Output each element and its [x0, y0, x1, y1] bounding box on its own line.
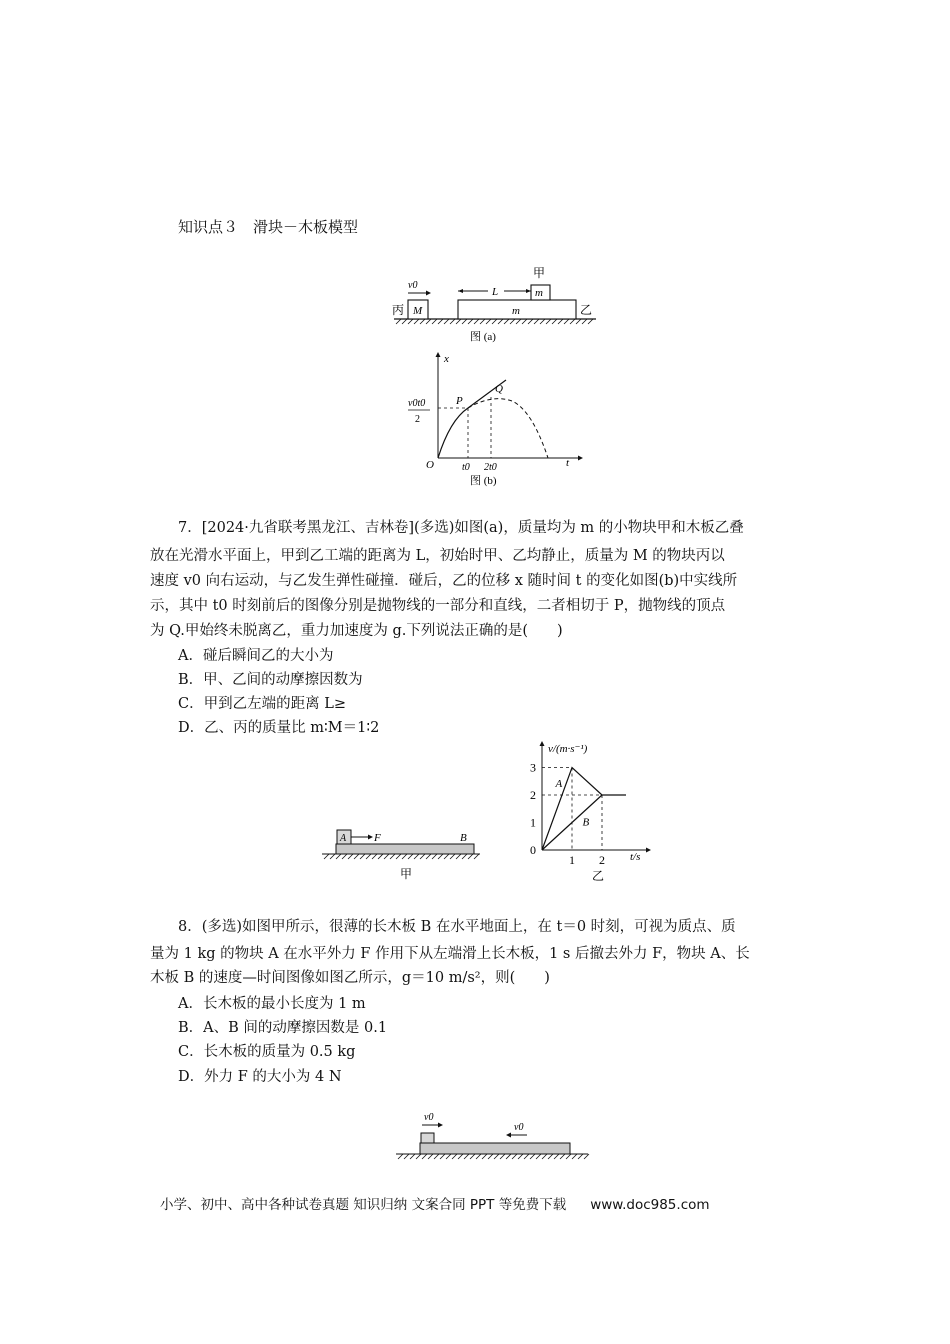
ground-hatch	[458, 1154, 463, 1159]
ground-hatch	[354, 854, 359, 859]
ground-hatch	[512, 1154, 517, 1159]
series-label-B: B	[582, 816, 590, 829]
ground-hatch	[422, 1154, 427, 1159]
y-tick-label: 1	[530, 815, 536, 830]
ground-hatch	[432, 319, 437, 324]
ground-hatch	[432, 854, 437, 859]
q7-line-4: 示，其中 t0 时刻前后的图像分别是抛物线的一部分和直线，二者相切于 P，抛物线的顶点	[150, 598, 726, 614]
ground-hatch	[528, 319, 533, 324]
ground-hatch	[546, 319, 551, 324]
ground-hatch	[548, 1154, 553, 1159]
ground-hatch	[480, 319, 485, 324]
ground-hatch	[408, 319, 413, 324]
ground-hatch	[416, 1154, 421, 1159]
ground-hatch	[500, 1154, 505, 1159]
caption-b: 图 (b)	[470, 475, 497, 487]
ground-hatch	[398, 1154, 403, 1159]
caption-a: 图 (a)	[470, 331, 496, 343]
q7-option-a: A．碰后瞬间乙的大小为	[178, 648, 334, 664]
ground-hatch	[470, 1154, 475, 1159]
q8-option-b: B．A、B 间的动摩擦因数是 0.1	[178, 1020, 388, 1036]
y-tick-label: 0	[530, 843, 536, 857]
ground-hatch	[462, 319, 467, 324]
ground-hatch	[554, 1154, 559, 1159]
label-yi: 乙	[580, 303, 593, 317]
ground-hatch	[552, 319, 557, 324]
ground-hatch	[366, 854, 371, 859]
ground-hatch	[452, 1154, 457, 1159]
ground-hatch	[522, 319, 527, 324]
figure-bottom	[392, 1106, 592, 1164]
ground-hatch	[482, 1154, 487, 1159]
q7-option-c: C．甲到乙左端的距离 L≥	[178, 696, 346, 712]
ground-hatch	[378, 854, 383, 859]
label-B: B	[460, 832, 467, 844]
y-axis-label: v/(m·s⁻¹)	[548, 743, 588, 755]
ground-hatch	[572, 1154, 577, 1159]
tick-t0: t0	[462, 462, 470, 473]
footer-text: 小学、初中、高中各种试卷真题 知识归纳 文案合同 PPT 等免费下载	[160, 1197, 567, 1213]
series-label-A: A	[555, 777, 563, 790]
ground-hatch	[420, 854, 425, 859]
tick-2t0: 2t0	[484, 462, 497, 473]
x-axis-arrow	[646, 848, 651, 853]
ground-hatch	[504, 319, 509, 324]
ground-hatch	[564, 319, 569, 324]
x-tick-label: 2	[599, 853, 605, 867]
ground-hatch	[510, 319, 515, 324]
ground-hatch	[542, 1154, 547, 1159]
ground-hatch	[506, 1154, 511, 1159]
ground-hatch	[414, 854, 419, 859]
ground-hatch	[450, 854, 455, 859]
ground-hatch	[530, 1154, 535, 1159]
ground-hatch	[486, 319, 491, 324]
ground-hatch	[524, 1154, 529, 1159]
ground-hatch	[576, 319, 581, 324]
ground-hatch	[428, 1154, 433, 1159]
ground-hatch	[330, 854, 335, 859]
ground-hatch	[456, 319, 461, 324]
ground-hatch	[404, 1154, 409, 1159]
ground-hatch	[468, 854, 473, 859]
ground-hatch	[438, 319, 443, 324]
ground-hatch	[570, 319, 575, 324]
ground-hatch	[336, 854, 341, 859]
x-tick-label: 1	[569, 853, 575, 867]
label-F: F	[374, 832, 381, 844]
q8-option-a: A．长木板的最小长度为 1 m	[178, 996, 366, 1012]
ground-hatch	[372, 854, 377, 859]
label-m-board: m	[512, 305, 520, 317]
ground-hatch	[444, 854, 449, 859]
ground-hatch	[324, 854, 329, 859]
ground-hatch	[446, 1154, 451, 1159]
label-M: M	[413, 305, 423, 317]
ground-hatch	[426, 854, 431, 859]
ground-hatch	[516, 319, 521, 324]
ground-hatch	[476, 1154, 481, 1159]
y-axis-arrow	[540, 741, 545, 746]
ground-hatch	[462, 854, 467, 859]
ground-hatch	[498, 319, 503, 324]
ground-hatch	[444, 319, 449, 324]
point-Q: Q	[495, 383, 503, 395]
figure-jia	[318, 822, 483, 884]
ground-hatch	[396, 319, 401, 324]
ground-hatch	[348, 854, 353, 859]
label-v0-left: v0	[424, 1112, 434, 1123]
label-L: L	[492, 286, 499, 298]
ground-hatch	[420, 319, 425, 324]
caption-jia: 甲	[400, 867, 413, 881]
ground-hatch	[414, 319, 419, 324]
q8-option-d: D．外力 F 的大小为 4 N	[178, 1069, 342, 1085]
q7-line-1: 7．[2024·九省联考黑龙江、吉林卷](多选)如图(a)，质量均为 m 的小物块甲和木板乙叠	[178, 520, 744, 536]
section-title: 知识点３ 滑块－木板模型	[178, 218, 359, 236]
label-jia: 甲	[533, 266, 546, 280]
ground-hatch	[474, 319, 479, 324]
label-v0: v0	[408, 280, 418, 291]
ground-hatch	[396, 854, 401, 859]
ground-hatch	[494, 1154, 499, 1159]
ground-hatch	[492, 319, 497, 324]
ground-hatch	[360, 854, 365, 859]
ground-hatch	[384, 854, 389, 859]
figure-yi-chart	[520, 740, 680, 886]
ground-hatch	[438, 854, 443, 859]
ground-hatch	[464, 1154, 469, 1159]
ytick-den: 2	[415, 414, 420, 425]
ytick-num: v0t0	[408, 398, 426, 409]
origin-O: O	[426, 459, 434, 471]
x-axis-label: t/s	[630, 851, 641, 863]
ground-hatch	[474, 854, 479, 859]
label-A: A	[340, 833, 347, 844]
ground-hatch	[566, 1154, 571, 1159]
ground-hatch	[434, 1154, 439, 1159]
ground-hatch	[408, 854, 413, 859]
ground-hatch	[488, 1154, 493, 1159]
ground-hatch	[468, 319, 473, 324]
ground-hatch	[582, 319, 587, 324]
label-m-block: m	[535, 287, 543, 299]
footer-url[interactable]: www.doc985.com	[590, 1197, 710, 1213]
label-v0-right: v0	[514, 1122, 524, 1133]
q7-option-b: B．甲、乙间的动摩擦因数为	[178, 672, 363, 688]
curve-dashed	[468, 399, 548, 458]
q8-line-2: 量为 1 kg 的物块 A 在水平外力 F 作用下从左端滑上长木板，1 s 后撤去外力 F，物块 A、长	[150, 946, 750, 962]
q7-line-3: 速度 v0 向右运动，与乙发生弹性碰撞．碰后，乙的位移 x 随时间 t 的变化如图(b)中实线所	[150, 573, 738, 589]
ground-hatch	[410, 1154, 415, 1159]
ground-hatch	[390, 854, 395, 859]
ground-hatch	[558, 319, 563, 324]
q7-line-2: 放在光滑水平面上，甲到乙工端的距离为 L，初始时甲、乙均静止，质量为 M 的物块丙以	[150, 548, 725, 564]
footer	[160, 1193, 710, 1213]
point-P: P	[456, 395, 463, 407]
ground-hatch	[534, 319, 539, 324]
figure-a	[388, 262, 598, 346]
ground-hatch	[450, 319, 455, 324]
ground-hatch	[540, 319, 545, 324]
ground-hatch	[402, 854, 407, 859]
y-tick-label: 2	[530, 788, 536, 802]
figure-b	[400, 350, 585, 492]
ground-hatch	[578, 1154, 583, 1159]
axis-x: x	[444, 353, 449, 365]
q8-line-1: 8．(多选)如图甲所示，很薄的长木板 B 在水平地面上，在 t＝0 时刻，可视为质点、质	[178, 919, 736, 935]
ground-hatch	[536, 1154, 541, 1159]
axis-t: t	[566, 457, 570, 469]
ground-hatch	[518, 1154, 523, 1159]
ground-hatch	[560, 1154, 565, 1159]
q8-option-c: C．长木板的质量为 0.5 kg	[178, 1044, 356, 1060]
ground-hatch	[456, 854, 461, 859]
q7-line-5: 为 Q.甲始终未脱离乙，重力加速度为 g.下列说法正确的是( )	[150, 623, 563, 639]
caption-yi: 乙	[592, 869, 605, 883]
ground-hatch	[342, 854, 347, 859]
label-bing: 丙	[392, 303, 405, 317]
q7-option-d: D．乙、丙的质量比 m∶M＝1∶2	[178, 720, 380, 736]
ground-hatch	[588, 319, 593, 324]
ground-hatch	[584, 1154, 589, 1159]
y-tick-label: 3	[530, 760, 536, 775]
q8-line-3: 木板 B 的速度—时间图像如图乙所示，g＝10 m/s²，则( )	[150, 970, 550, 986]
ground-hatch	[402, 319, 407, 324]
ground-hatch	[440, 1154, 445, 1159]
ground-hatch	[426, 319, 431, 324]
